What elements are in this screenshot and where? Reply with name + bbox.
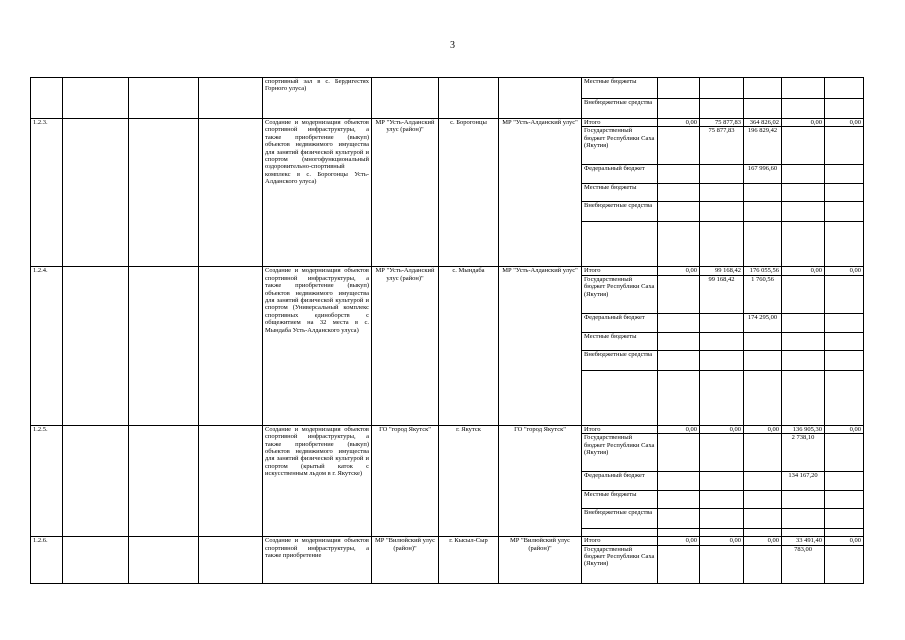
item-code: 1.2.6. [31, 537, 63, 583]
amount-cell: 0,00 [658, 119, 700, 127]
item-description: Создание и модернизация объектов спортивной инфраструктуры, а также приобретение (выкуп) объектов недвижимого имущества для занятий физической культурой и спортом (Универсальный комплекс спортивных единоборств с общежитием на 32 места в с. Мындаба Усть-Алданского улуса) [263, 267, 372, 425]
amount-cell: 1 760,56 [744, 275, 782, 313]
amount-cell [744, 434, 782, 472]
amount-cell: 0,00 [744, 537, 782, 545]
amount-cell [658, 545, 700, 583]
amount-cell: 0,00 [744, 425, 782, 433]
amount-cell: 196 829,42 [744, 127, 782, 165]
table-row [31, 119, 864, 127]
amount-cell: 2 738,10 [782, 434, 825, 472]
funding-source: Итого [582, 267, 658, 275]
amount-cell: 33 491,40 [782, 537, 825, 545]
amount-cell [825, 313, 864, 332]
amount-cell: 0,00 [700, 425, 744, 433]
budget-table [30, 77, 864, 584]
amount-cell [782, 127, 825, 165]
amount-cell [744, 472, 782, 491]
amount-cell [825, 434, 864, 472]
recipient: ГО "город Якутск" [499, 425, 582, 536]
amount-cell: 0,00 [700, 537, 744, 545]
amount-cell [825, 165, 864, 184]
amount-cell [700, 434, 744, 472]
item-description: Создание и модернизация объектов спортивной инфраструктуры, а также приобретение (выкуп) объектов недвижимого имущества для занятий физической культурой и спортом (крытый каток с искусственным льдом в г. Якутске) [263, 425, 372, 536]
item-code: 1.2.5. [31, 425, 63, 536]
item-description: спортивный зал в с. Бердигестях Горного улуса) [263, 78, 372, 119]
amount-cell [700, 313, 744, 332]
funding-source: Федеральный бюджет [582, 165, 658, 184]
item-description: Создание и модернизация объектов спортивной инфраструктуры, а также приобретение [263, 537, 372, 583]
municipality: МР "Усть-Алданский улус (район)" [372, 119, 439, 267]
amount-cell [782, 313, 825, 332]
amount-cell: 0,00 [658, 267, 700, 275]
amount-cell: 364 826,02 [744, 119, 782, 127]
table-row [31, 425, 864, 433]
funding-source: Местные бюджеты [582, 184, 658, 202]
amount-cell [700, 472, 744, 491]
amount-cell [825, 472, 864, 491]
amount-cell: 174 295,00 [744, 313, 782, 332]
item-code: 1.2.3. [31, 119, 63, 267]
recipient: МР "Усть-Алданский улус" [499, 119, 582, 267]
amount-cell [658, 275, 700, 313]
amount-cell: 75 877,83 [700, 127, 744, 165]
locality: г. Якутск [439, 425, 499, 536]
locality: с. Мындаба [439, 267, 499, 425]
funding-source: Внебюджетные средства [582, 509, 658, 529]
amount-cell: 99 168,42 [700, 275, 744, 313]
amount-cell: 0,00 [825, 267, 864, 275]
funding-source: Местные бюджеты [582, 332, 658, 350]
amount-cell: 134 167,20 [782, 472, 825, 491]
amount-cell [658, 313, 700, 332]
code-cell [31, 78, 63, 119]
municipality: ГО "город Якутск" [372, 425, 439, 536]
funding-source: Итого [582, 425, 658, 433]
municipality: МР "Усть-Алданский улус (район)" [372, 267, 439, 425]
locality: г. Кысыл-Сыр [439, 537, 499, 583]
funding-source: Федеральный бюджет [582, 313, 658, 332]
amount-cell: 0,00 [825, 425, 864, 433]
amount-cell [825, 127, 864, 165]
amount-cell [825, 545, 864, 583]
amount-cell [825, 275, 864, 313]
page-number: 3 [450, 40, 455, 51]
amount-cell: 0,00 [825, 119, 864, 127]
funding-source: Государственный бюджет Республики Саха (Якутия) [582, 275, 658, 313]
amount-cell: 167 996,60 [744, 165, 782, 184]
amount-cell: 0,00 [782, 119, 825, 127]
funding-source: Государственный бюджет Республики Саха (Якутия) [582, 545, 658, 583]
table-row [31, 537, 864, 545]
amount-cell: 0,00 [782, 267, 825, 275]
recipient: МР "Усть-Алданский улус" [499, 267, 582, 425]
amount-cell: 0,00 [658, 425, 700, 433]
amount-cell: 99 168,42 [700, 267, 744, 275]
amount-cell [744, 545, 782, 583]
funding-source: Внебюджетные средства [582, 99, 658, 119]
locality: с. Борогонцы [439, 119, 499, 267]
amount-cell [658, 434, 700, 472]
amount-cell [782, 275, 825, 313]
amount-cell [658, 472, 700, 491]
funding-source: Местные бюджеты [582, 491, 658, 509]
amount-cell [700, 545, 744, 583]
table-row [31, 78, 864, 99]
amount-cell [658, 165, 700, 184]
funding-source: Государственный бюджет Республики Саха (Якутия) [582, 434, 658, 472]
amount-cell [700, 165, 744, 184]
municipality: МР "Вилюйский улус (район)" [372, 537, 439, 583]
table-row [31, 267, 864, 275]
recipient: МР "Вилюйский улус (район)" [499, 537, 582, 583]
funding-source: Федеральный бюджет [582, 472, 658, 491]
amount-cell: 176 055,56 [744, 267, 782, 275]
funding-source: Итого [582, 119, 658, 127]
amount-cell: 136 905,30 [782, 425, 825, 433]
amount-cell: 783,00 [782, 545, 825, 583]
amount-cell: 75 877,83 [700, 119, 744, 127]
funding-source: Внебюджетные средства [582, 202, 658, 222]
amount-cell [658, 127, 700, 165]
funding-source: Итого [582, 537, 658, 545]
item-code: 1.2.4. [31, 267, 63, 425]
funding-source: Государственный бюджет Республики Саха (Якутия) [582, 127, 658, 165]
amount-cell: 0,00 [825, 537, 864, 545]
amount-cell: 0,00 [658, 537, 700, 545]
funding-source: Внебюджетные средства [582, 350, 658, 370]
item-description: Создание и модернизация объектов спортивной инфраструктуры, а также приобретение (выкуп) объектов недвижимого имущества для занятий физической культурой и спортом (многофункциональный оздоровительно-спортивный комплекс в с. Борогонцы Усть-Алданского улуса) [263, 119, 372, 267]
funding-source: Местные бюджеты [582, 78, 658, 99]
amount-cell [782, 165, 825, 184]
